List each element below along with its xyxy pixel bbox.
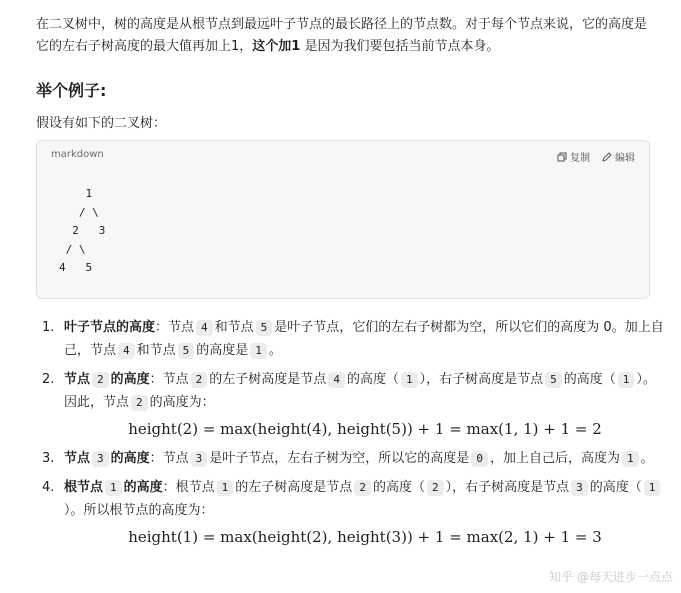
steps-list <box>36 316 666 553</box>
step-text: ）。因此，节点 <box>64 372 656 410</box>
code-actions <box>557 149 635 164</box>
step-title: 叶子节点的高度 <box>64 320 156 335</box>
step-text: ：根节点 <box>162 480 215 495</box>
copy-button[interactable] <box>557 149 590 164</box>
step-title-b: 的高度 <box>110 372 150 387</box>
code-chip: 4 <box>328 372 345 388</box>
step-text: 和节点 <box>214 320 254 335</box>
step-title-a: 根节点 <box>64 480 104 495</box>
step-number: 3. <box>42 451 55 466</box>
step-text: 的左子树高度是节点 <box>235 480 353 495</box>
step-text: ：节点 <box>149 372 189 387</box>
step-title-b: 的高度 <box>110 451 150 466</box>
step-text: 是叶子节点，它们的左右子树都为空，所以它们的高度为 0。加上自己，节点 <box>64 320 664 358</box>
step-text: 的高度为： <box>149 395 215 410</box>
example-lead: 假设有如下的二叉树： <box>36 116 167 131</box>
copy-label: 复制 <box>570 153 590 164</box>
edit-label: 编辑 <box>615 153 635 164</box>
step-number: 1. <box>42 320 55 335</box>
code-chip: 3 <box>92 451 109 467</box>
intro-bold: 这个加1 <box>252 39 301 54</box>
code-language-label: markdown <box>51 149 104 160</box>
step-text: 和节点 <box>136 343 176 358</box>
code-chip: 4 <box>196 320 213 336</box>
step-item-3 <box>36 447 666 470</box>
code-chip: 2 <box>131 395 148 411</box>
math-formula: height(1) = max(height(2), height(3)) + 1 = max(2, 1) + 1 = 3 <box>128 528 602 546</box>
step-text: ：节点 <box>155 320 195 335</box>
step-number: 4. <box>42 480 55 495</box>
step-text: ，加上自己后，高度为 <box>489 451 620 466</box>
step-number: 2. <box>42 372 55 387</box>
step-text: 的左子树高度是节点 <box>209 372 327 387</box>
step-item-2 <box>36 368 666 445</box>
step-text: ），右子树高度是节点 <box>445 480 570 495</box>
code-chip: 4 <box>118 343 135 359</box>
example-heading: 举个例子: <box>36 81 107 100</box>
step-item-1 <box>36 316 666 362</box>
step-item-4 <box>36 476 666 553</box>
intro-text-a: 在二叉树中，树的高度是从根节点到最远叶子节点的最长路径上的节点数。对于每个节点来说，它的高度是它的左右子树高度的最大值再加上1， <box>36 17 648 54</box>
step-text: ）。所以根节点的高度为： <box>64 503 214 518</box>
step-title-b: 的高度 <box>123 480 163 495</box>
code-chip: 5 <box>545 372 562 388</box>
watermark: 知乎 @每天进步一点点 <box>549 570 673 584</box>
code-chip: 0 <box>471 451 488 467</box>
copy-icon <box>557 152 567 162</box>
edit-icon <box>602 152 612 162</box>
code-chip: 3 <box>571 480 588 496</box>
code-chip: 1 <box>250 343 267 359</box>
step-text: 的高度是 <box>196 343 249 358</box>
step-text: 是叶子节点，左右子树为空，所以它的高度是 <box>209 451 470 466</box>
step-text: 的高度（ <box>372 480 425 495</box>
code-chip: 1 <box>401 372 418 388</box>
code-chip: 3 <box>191 451 208 467</box>
intro-paragraph <box>36 14 656 58</box>
code-chip: 5 <box>178 343 195 359</box>
step-text: ），右子树高度是节点 <box>419 372 544 387</box>
step-text: 。 <box>268 343 282 358</box>
step-title-a: 节点 <box>64 372 91 387</box>
code-chip: 2 <box>354 480 371 496</box>
step-text: 的高度（ <box>346 372 399 387</box>
code-chip: 1 <box>618 372 635 388</box>
step-text: 的高度（ <box>589 480 642 495</box>
code-chip: 2 <box>92 372 109 388</box>
code-chip: 1 <box>217 480 234 496</box>
intro-text-b: 是因为我们要包括当前节点本身。 <box>300 39 500 54</box>
code-chip: 1 <box>644 480 661 496</box>
step-text: 的高度（ <box>563 372 616 387</box>
code-block <box>36 140 650 299</box>
math-formula: height(2) = max(height(4), height(5)) + 1 = max(1, 1) + 1 = 2 <box>128 420 602 438</box>
edit-button[interactable] <box>602 149 635 164</box>
step-text: 。 <box>640 451 654 466</box>
code-chip: 1 <box>105 480 122 496</box>
step-text: ：节点 <box>149 451 189 466</box>
code-chip: 2 <box>427 480 444 496</box>
code-chip: 5 <box>256 320 273 336</box>
code-chip: 2 <box>191 372 208 388</box>
code-content: 1 / \ 2 3 / \ 4 5 <box>59 187 106 274</box>
step-title-a: 节点 <box>64 451 91 466</box>
code-chip: 1 <box>622 451 639 467</box>
